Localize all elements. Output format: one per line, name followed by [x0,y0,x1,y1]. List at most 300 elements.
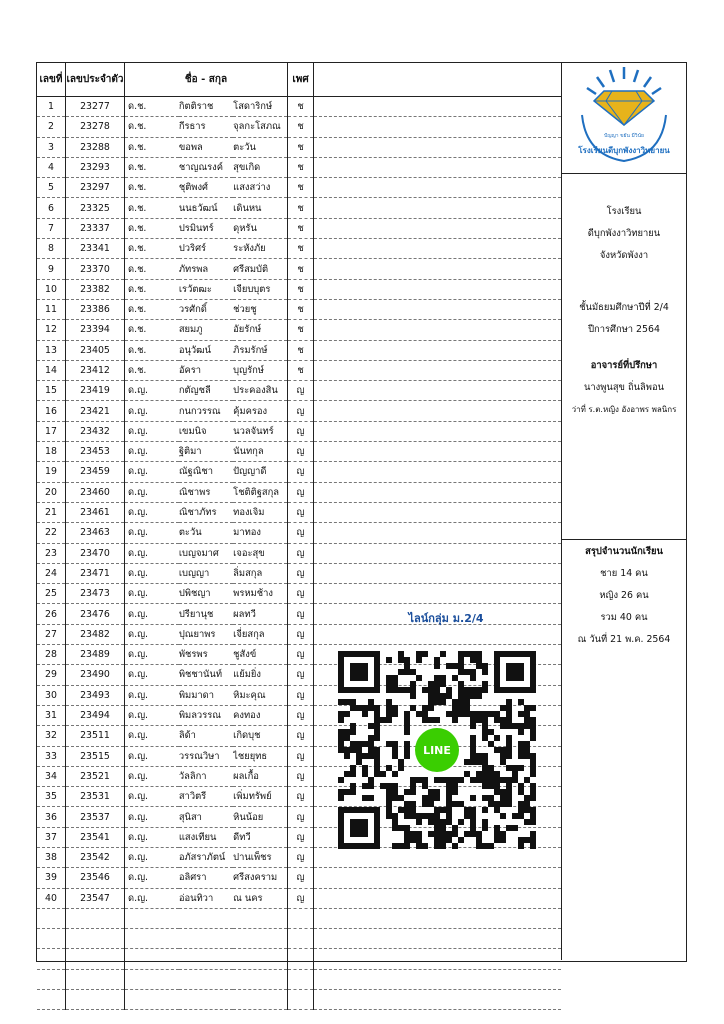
student-id: 23421 [66,401,125,421]
last-name: เดินหน [233,198,287,218]
name-prefix: ด.ญ. [125,381,179,401]
name-prefix: ด.ช. [125,97,179,117]
table-row [37,198,561,218]
row-number: 40 [37,888,66,908]
row-number: 8 [37,239,66,259]
student-id: 23337 [66,218,125,238]
info-sidebar [561,63,686,960]
table-row [37,543,561,563]
header-student-id: เลขประจำตัว [66,63,125,97]
row-number: 35 [37,787,66,807]
empty-row [37,908,561,928]
sex: ญ [288,421,314,441]
notes-cell [314,279,562,299]
row-number: 31 [37,705,66,725]
table-row [37,360,561,380]
last-name: ศรีสงคราม [233,868,287,888]
row-number: 34 [37,766,66,786]
empty-cell [314,908,562,928]
row-number: 29 [37,665,66,685]
row-number: 13 [37,340,66,360]
sex: ญ [288,665,314,685]
last-name: โชติติฐสกุล [233,482,287,502]
empty-cell [66,908,125,928]
empty-cell [179,949,233,969]
first-name: อ่อนทิวา [179,888,233,908]
sex: ญ [288,705,314,725]
student-id: 23541 [66,827,125,847]
first-name: กิตติราช [179,97,233,117]
first-name: อนุวัฒน์ [179,340,233,360]
last-name: เจียบบุตร [233,279,287,299]
student-id: 23297 [66,178,125,198]
advisor-name-2: ว่าที่ ร.ต.หญิง อังอาพร พลนิกร [571,405,677,414]
notes-cell [314,299,562,319]
sex: ญ [288,746,314,766]
name-prefix: ด.ช. [125,239,179,259]
sex: ช [288,157,314,177]
student-id: 23471 [66,563,125,583]
row-number: 22 [37,523,66,543]
empty-cell [233,908,287,928]
table-row [37,868,561,888]
first-name: กีรธาร [179,117,233,137]
student-id: 23546 [66,868,125,888]
name-prefix: ด.ญ. [125,705,179,725]
name-prefix: ด.ญ. [125,726,179,746]
student-id: 23288 [66,137,125,157]
summary-panel [562,541,686,651]
student-id: 23293 [66,157,125,177]
student-id: 23490 [66,665,125,685]
last-name: ดุหรัน [233,218,287,238]
last-name: เจี่ยสกุล [233,624,287,644]
table-row [37,584,561,604]
first-name: ปรมินทร์ [179,218,233,238]
empty-cell [37,990,66,1010]
last-name: ระหังภัย [233,239,287,259]
sex: ญ [288,604,314,624]
last-name: นันทกุล [233,442,287,462]
notes-cell [314,888,562,908]
last-name: โสดาริกษ์ [233,97,287,117]
last-name: ประคองสิน [233,381,287,401]
line-qr-code[interactable] [337,643,537,859]
table-row [37,279,561,299]
name-prefix: ด.ญ. [125,685,179,705]
row-number: 4 [37,157,66,177]
name-prefix: ด.ญ. [125,807,179,827]
row-number: 27 [37,624,66,644]
last-name: ไชยยุทธ [233,746,287,766]
header-sex: เพศ [288,63,314,97]
table-row [37,259,561,279]
empty-cell [125,969,179,989]
student-id: 23521 [66,766,125,786]
empty-cell [66,969,125,989]
first-name: ปรียานุช [179,604,233,624]
empty-cell [179,929,233,949]
notes-cell [314,502,562,522]
summary-heading: สรุปจำนวนนักเรียน [585,546,663,557]
last-name: เพิ่มทรัพย์ [233,787,287,807]
sex: ญ [288,401,314,421]
row-number: 24 [37,563,66,583]
first-name: วรรณวิษา [179,746,233,766]
notes-cell [314,137,562,157]
name-prefix: ด.ญ. [125,584,179,604]
logo-motto: ปัญญา ขยัน มีวินัย [604,133,644,139]
name-prefix: ด.ช. [125,299,179,319]
empty-cell [179,990,233,1010]
first-name: สยมภู [179,320,233,340]
first-name: พิชชานันท์ [179,665,233,685]
student-id: 23419 [66,381,125,401]
name-prefix: ด.ญ. [125,645,179,665]
empty-cell [66,949,125,969]
student-id: 23473 [66,584,125,604]
row-number: 37 [37,827,66,847]
first-name: อลิศรา [179,868,233,888]
sex: ญ [288,868,314,888]
first-name: เรวัตฒะ [179,279,233,299]
school-line-3: จังหวัดพังงา [599,250,649,261]
table-body [37,97,561,1010]
empty-cell [288,990,314,1010]
sex: ญ [288,442,314,462]
empty-row [37,990,561,1010]
notes-cell [314,624,562,644]
notes-cell [314,198,562,218]
name-prefix: ด.ช. [125,218,179,238]
last-name: ทองเจิม [233,502,287,522]
row-number: 38 [37,847,66,867]
notes-cell [314,320,562,340]
notes-cell [314,97,562,117]
notes-cell [314,259,562,279]
sex: ช [288,299,314,319]
name-prefix: ด.ญ. [125,766,179,786]
empty-cell [233,929,287,949]
first-name: อัครา [179,360,233,380]
notes-cell [314,421,562,441]
school-logo [566,63,682,171]
table-row [37,482,561,502]
first-name: ชุติพงศ์ [179,178,233,198]
row-number: 1 [37,97,66,117]
empty-cell [314,949,562,969]
first-name: อภัสราภัตน์ [179,847,233,867]
notes-cell [314,340,562,360]
notes-cell [314,543,562,563]
sex: ญ [288,523,314,543]
notes-cell [314,401,562,421]
sex: ช [288,320,314,340]
sex: ช [288,239,314,259]
notes-cell [314,117,562,137]
table-row [37,97,561,117]
last-name: เกิดบุช [233,726,287,746]
row-number: 18 [37,442,66,462]
last-name: ช่วยชู [233,299,287,319]
last-name: ภิรมรักษ์ [233,340,287,360]
name-prefix: ด.ญ. [125,482,179,502]
row-number: 9 [37,259,66,279]
first-name: แสงเทียน [179,827,233,847]
empty-cell [314,929,562,949]
empty-cell [288,949,314,969]
name-prefix: ด.ช. [125,279,179,299]
first-name: ฐิติมา [179,442,233,462]
empty-cell [125,949,179,969]
sex: ญ [288,624,314,644]
row-number: 5 [37,178,66,198]
row-number: 36 [37,807,66,827]
empty-cell [233,969,287,989]
empty-cell [125,990,179,1010]
student-id: 23405 [66,340,125,360]
sex: ช [288,279,314,299]
line-group-title: ไลน์กลุ่ม ม.2/4 [408,612,484,625]
last-name: ตะวัน [233,137,287,157]
student-id: 23470 [66,543,125,563]
last-name: บุญรักษ์ [233,360,287,380]
notes-cell [314,523,562,543]
student-id: 23547 [66,888,125,908]
name-prefix: ด.ญ. [125,442,179,462]
last-name: เจอะสุข [233,543,287,563]
notes-cell [314,584,562,604]
table-row [37,502,561,522]
first-name: วัลลิกา [179,766,233,786]
student-id: 23432 [66,421,125,441]
empty-cell [37,949,66,969]
row-number: 26 [37,604,66,624]
last-name: หิมะคุณ [233,685,287,705]
empty-cell [288,908,314,928]
student-id: 23531 [66,787,125,807]
sex: ญ [288,766,314,786]
name-prefix: ด.ญ. [125,523,179,543]
empty-cell [125,908,179,928]
last-name: ณ นคร [233,888,287,908]
empty-row [37,929,561,949]
sex: ญ [288,563,314,583]
name-prefix: ด.ญ. [125,543,179,563]
student-id: 23482 [66,624,125,644]
empty-cell [37,908,66,928]
advisor-name-1: นางพูนสุข ถิ่นลิพอน [584,382,664,393]
last-name: มาทอง [233,523,287,543]
name-prefix: ด.ญ. [125,624,179,644]
table-row [37,523,561,543]
student-id: 23341 [66,239,125,259]
name-prefix: ด.ช. [125,360,179,380]
notes-cell [314,868,562,888]
last-name: จุลกะโสภณ [233,117,287,137]
name-prefix: ด.ญ. [125,746,179,766]
sex: ช [288,218,314,238]
logo-school-name: โรงเรียนดีบุกพังงาวิทยายน [578,146,670,155]
name-prefix: ด.ญ. [125,563,179,583]
row-number: 10 [37,279,66,299]
sex: ญ [288,543,314,563]
notes-cell [314,381,562,401]
sex: ญ [288,847,314,867]
sex: ช [288,198,314,218]
last-name: ปัญญาดี [233,462,287,482]
name-prefix: ด.ญ. [125,502,179,522]
last-name: ลิ่มสกุล [233,563,287,583]
header-number: เลขที่ [37,63,66,97]
summary-date: ณ วันที่ 21 พ.ค. 2564 [577,634,671,645]
name-prefix: ด.ญ. [125,401,179,421]
notes-cell [314,563,562,583]
empty-cell [179,969,233,989]
notes-cell [314,178,562,198]
first-name: ณัฐณิชา [179,462,233,482]
name-prefix: ด.ช. [125,137,179,157]
sex: ช [288,117,314,137]
sex: ญ [288,827,314,847]
row-number: 21 [37,502,66,522]
student-id: 23493 [66,685,125,705]
student-id: 23463 [66,523,125,543]
first-name: พัชรพร [179,645,233,665]
name-prefix: ด.ช. [125,198,179,218]
empty-cell [233,949,287,969]
row-number: 2 [37,117,66,137]
summary-male: ชาย 14 คน [600,568,648,579]
student-id: 23370 [66,259,125,279]
summary-female: หญิง 26 คน [599,590,649,601]
empty-cell [125,929,179,949]
first-name: กนกวรรณ [179,401,233,421]
roster-sheet [36,62,687,962]
first-name: ลิด้า [179,726,233,746]
student-id: 23278 [66,117,125,137]
row-number: 39 [37,868,66,888]
student-id: 23489 [66,645,125,665]
school-line-1: โรงเรียน [606,206,642,217]
first-name: นนธวัฒน์ [179,198,233,218]
first-name: ตะวัน [179,523,233,543]
first-name: เบญจมาศ [179,543,233,563]
name-prefix: ด.ช. [125,320,179,340]
last-name: ดีทวี [233,827,287,847]
first-name: สาวิตรี [179,787,233,807]
name-prefix: ด.ช. [125,117,179,137]
notes-cell [314,360,562,380]
sex: ญ [288,888,314,908]
name-prefix: ด.ช. [125,157,179,177]
row-number: 30 [37,685,66,705]
sex: ญ [288,482,314,502]
table-row [37,117,561,137]
name-prefix: ด.ญ. [125,847,179,867]
last-name: ผลทวี [233,604,287,624]
empty-cell [314,990,562,1010]
table-row [37,299,561,319]
table-row [37,218,561,238]
last-name: พรหมช้าง [233,584,287,604]
name-prefix: ด.ญ. [125,604,179,624]
sex: ญ [288,726,314,746]
table-row [37,178,561,198]
table-row [37,401,561,421]
first-name: พิมมาดา [179,685,233,705]
student-id: 23542 [66,847,125,867]
empty-cell [233,990,287,1010]
row-number: 33 [37,746,66,766]
last-name: สุขเกิด [233,157,287,177]
notes-cell [314,218,562,238]
last-name: ปานเพ็ชร [233,847,287,867]
name-prefix: ด.ญ. [125,888,179,908]
sex: ช [288,259,314,279]
empty-cell [66,929,125,949]
first-name: เบญญา [179,563,233,583]
row-number: 12 [37,320,66,340]
last-name: คงทอง [233,705,287,725]
name-prefix: ด.ช. [125,340,179,360]
student-id: 23537 [66,807,125,827]
empty-cell [179,908,233,928]
row-number: 14 [37,360,66,380]
notes-cell [314,482,562,502]
sex: ช [288,137,314,157]
table-row [37,624,561,644]
first-name: ปุณยาพร [179,624,233,644]
empty-cell [66,990,125,1010]
empty-cell [288,969,314,989]
last-name: ผลเกื้อ [233,766,287,786]
first-name: พิมลวรรณ [179,705,233,725]
student-id: 23511 [66,726,125,746]
notes-cell [314,239,562,259]
student-id: 23382 [66,279,125,299]
sex: ญ [288,502,314,522]
student-id: 23386 [66,299,125,319]
class-grade: ชั้นมัธยมศึกษาปีที่ 2/4 [579,302,669,313]
row-number: 11 [37,299,66,319]
name-prefix: ด.ช. [125,259,179,279]
table-header-row [37,63,561,97]
header-notes [314,63,562,97]
row-number: 7 [37,218,66,238]
row-number: 20 [37,482,66,502]
first-name: ปวริศร์ [179,239,233,259]
student-table [37,63,561,1010]
last-name: แสงสว่าง [233,178,287,198]
student-id: 23412 [66,360,125,380]
row-number: 19 [37,462,66,482]
table-row [37,421,561,441]
row-number: 28 [37,645,66,665]
empty-cell [37,969,66,989]
empty-row [37,969,561,989]
class-info-panel [562,173,686,540]
sex: ช [288,340,314,360]
last-name: ชูสังข์ [233,645,287,665]
name-prefix: ด.ญ. [125,462,179,482]
first-name: สุนิสา [179,807,233,827]
empty-cell [37,929,66,949]
row-number: 23 [37,543,66,563]
row-number: 6 [37,198,66,218]
notes-cell [314,462,562,482]
logo-panel [562,63,686,174]
